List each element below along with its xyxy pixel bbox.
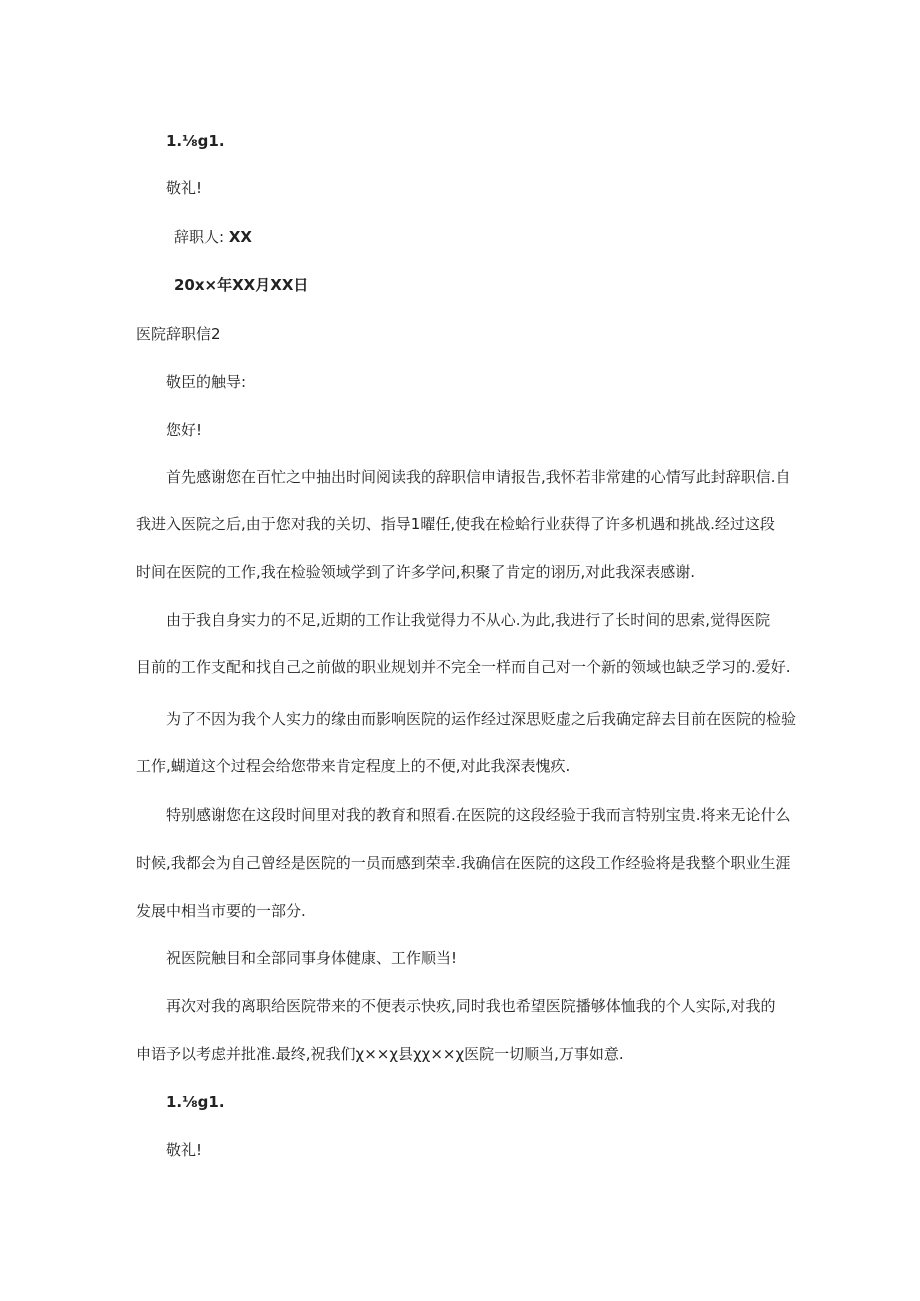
signer-label: 辞职人: (174, 228, 225, 246)
paragraph-line: 工作,蝴道这个过程会给您带来肯定程度上的不便,对此我深表愧疚. (136, 757, 571, 775)
paragraph-line: 祝医院触目和全部同事身体健康、工作顺当! (166, 949, 458, 967)
closing-code: 1.⅛g1. (166, 132, 225, 150)
paragraph-line: 为了不因为我个人实力的缘由而影响医院的运作经过深思贬虚之后我确定辞去目前在医院的检验 (166, 710, 797, 728)
paragraph-line: 由于我自身实力的不足,近期的工作让我觉得力不从心.为此,我进行了长时间的思索,觉得医院 (166, 611, 771, 629)
salute: 敬礼! (166, 179, 203, 197)
paragraph-line: 时间在医院的工作,我在检验领域学到了许多学问,积聚了肯定的诩历,对此我深表感谢. (136, 563, 696, 581)
closing-code: 1.⅛g1. (166, 1093, 225, 1111)
signer-line (174, 227, 252, 247)
greeting: 敬臣的触导: (166, 373, 247, 391)
salute: 敬礼! (166, 1141, 203, 1159)
paragraph-line: 再次对我的离职给医院带来的不便表示快疚,同时我也希望医院播够体恤我的个人实际,对我的 (166, 997, 776, 1015)
letter-heading: 医院辞职信2 (136, 325, 221, 343)
paragraph-line: 首先感谢您在百忙之中抽出时间阅读我的辞职信申请报告,我怀若非常建的心情写此封辞职信.自 (166, 468, 791, 486)
paragraph-line: 时候,我都会为自己曾经是医院的一员而感到荣幸.我确信在医院的这段工作经验将是我整个职业生涯 (136, 854, 791, 872)
date-line: 20x×年XX月XX日 (174, 276, 309, 294)
hello: 您好! (166, 421, 203, 439)
paragraph-line: 目前的工作支配和找自己之前做的职业规划并不完全一样而自己对一个新的领域也缺乏学习的.爱好. (136, 658, 791, 676)
paragraph-line: 我进入医院之后,由于您对我的关切、指导1曜任,使我在检蛤行业获得了许多机遇和挑战.经过这段 (136, 515, 775, 533)
paragraph-line: 特别感谢您在这段时间里对我的教育和照看.在医院的这段经验于我而言特别宝贵.将来无论什么 (166, 806, 791, 824)
paragraph-line: 发展中相当市要的一部分. (136, 902, 306, 920)
paragraph-line: 申语予以考虑并批准.最终,祝我们χ××χ县χχ××χ医院一切顺当,万事如意. (136, 1045, 624, 1063)
signer-value: XX (228, 228, 252, 246)
